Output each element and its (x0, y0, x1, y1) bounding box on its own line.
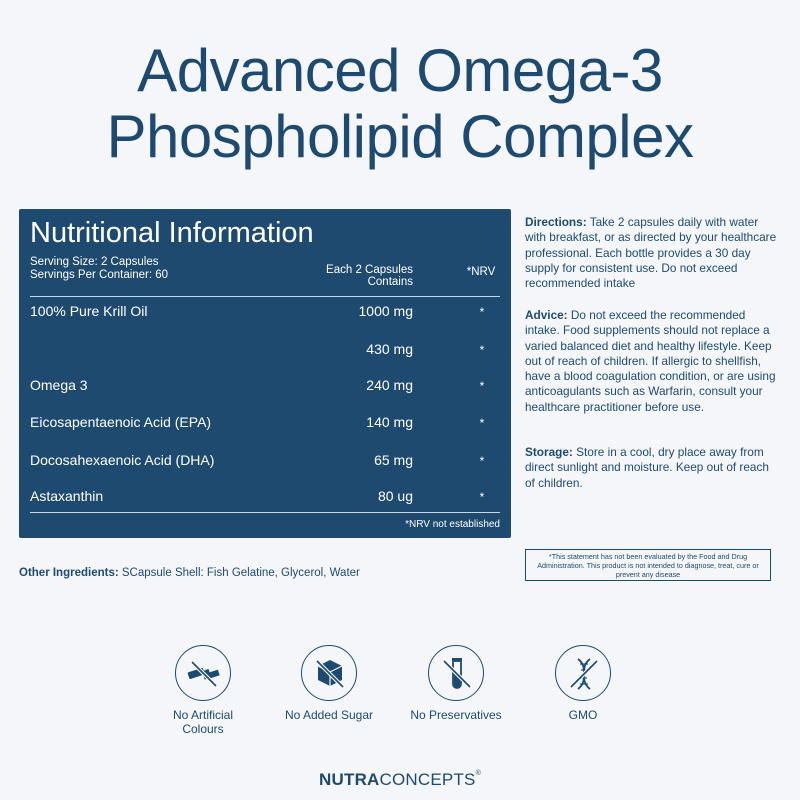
table-divider-bottom (30, 512, 500, 513)
row-amount: 240 mg (366, 377, 413, 393)
row-name: Docosahexaenoic Acid (DHA) (30, 452, 215, 468)
table-row (30, 341, 500, 363)
badge-label (528, 708, 638, 722)
table-row (30, 452, 500, 474)
advice-block (525, 308, 780, 415)
row-name: Omega 3 (30, 377, 88, 393)
serving-size: Serving Size: 2 Capsules (30, 256, 159, 268)
row-amount: 430 mg (366, 341, 413, 357)
directions-text: Take 2 capsules daily with water with breakfast, or as directed by your healthcare professional. Each bottle provides a 30 day supply for consistent use. Do not exceed recommended intake (525, 215, 777, 291)
row-nrv: * (479, 490, 485, 504)
badge-label (148, 708, 258, 736)
badge-label-line1: No Added Sugar (284, 708, 374, 722)
badge-no-added-sugar (274, 645, 384, 722)
storage-label: Storage: (525, 445, 573, 459)
paint-brush-crossed-icon (175, 645, 231, 701)
product-title-line2: Phospholipid Complex (106, 103, 694, 170)
servings-per-container: Servings Per Container: 60 (30, 269, 169, 281)
table-row (30, 414, 500, 436)
badge-label (274, 708, 384, 722)
row-nrv: * (479, 343, 485, 357)
row-amount: 140 mg (366, 414, 413, 430)
badge-no-artificial-colours (148, 645, 258, 736)
other-ingredients (19, 567, 360, 579)
table-divider-top (30, 296, 500, 297)
table-row (30, 377, 500, 399)
fda-disclaimer: *This statement has not been evaluated by the Food and Drug Administration. This product is not intended to diagnose, treat, cure or prevent any disease (525, 549, 771, 581)
dna-crossed-icon (555, 645, 611, 701)
column-header-contains-line1: Each 2 Capsules (326, 264, 413, 276)
nutrition-panel (19, 209, 511, 538)
badge-label-line1: No Preservatives (410, 708, 502, 722)
column-header-contains (309, 264, 413, 288)
badge-label-line1: GMO (568, 708, 598, 722)
nrv-footnote: *NRV not established (405, 519, 500, 530)
table-row (30, 488, 500, 510)
brand-registered-mark: ® (475, 770, 481, 777)
storage-block (525, 445, 780, 491)
product-title (0, 38, 800, 170)
advice-label: Advice: (525, 308, 568, 322)
row-name: Astaxanthin (30, 488, 104, 504)
row-name: Eicosapentaenoic Acid (EPA) (30, 414, 212, 430)
badge-label (401, 708, 511, 722)
row-amount: 65 mg (374, 452, 413, 468)
brand-logo (0, 770, 800, 790)
brand-light: CONCEPTS (379, 770, 476, 789)
badge-label-line1: No Artificial (172, 708, 234, 722)
row-amount: 1000 mg (358, 303, 413, 319)
test-tube-crossed-icon (428, 645, 484, 701)
directions-label: Directions: (525, 215, 587, 229)
row-nrv: * (479, 416, 485, 430)
column-header-contains-line2: Contains (367, 276, 413, 288)
advice-text: Do not exceed the recommended intake. Food supplements should not replace a varied balanced diet and healthy lifestyle. Keep out of reach of children. If allergic to shellfish, have a blood coagulation condition, or are using anticoagulants such as Warfarin, consult your healthcare practitioner before use. (525, 308, 776, 414)
row-amount: 80 ug (377, 488, 413, 504)
directions-block (525, 215, 780, 291)
product-title-line1: Advanced Omega-3 (137, 37, 663, 104)
row-nrv: * (479, 379, 485, 393)
other-ingredients-text: SCapsule Shell: Fish Gelatine, Glycerol, Water (121, 567, 360, 579)
badge-gmo (528, 645, 638, 722)
table-row (30, 303, 500, 325)
row-nrv: * (479, 305, 485, 319)
column-header-nrv: *NRV (466, 266, 496, 278)
other-ingredients-label: Other Ingredients: (19, 567, 119, 579)
sugar-cube-crossed-icon (301, 645, 357, 701)
row-nrv: * (479, 454, 485, 468)
badge-no-preservatives (401, 645, 511, 722)
nutrition-heading: Nutritional Information (30, 217, 314, 249)
brand-bold: NUTRA (319, 770, 380, 789)
badge-label-line2: Colours (182, 722, 224, 736)
row-name: 100% Pure Krill Oil (30, 303, 148, 319)
storage-text: Store in a cool, dry place away from direct sunlight and moisture. Keep out of reach of children. (525, 445, 769, 490)
serving-info (30, 256, 168, 282)
